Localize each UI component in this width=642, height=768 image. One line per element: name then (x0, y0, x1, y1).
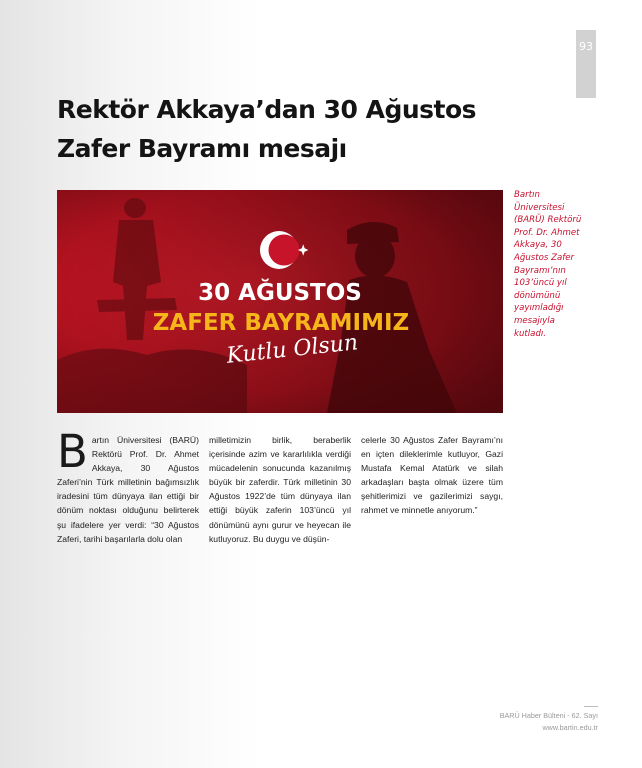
body-text-1: artın Üniversitesi (BARÜ) Rektörü Prof. Dr. Ahmet Akkaya, 30 Ağustos Zaferi’nin Türk milletinin bağımsızlık iradesini tüm dünyaya ilan ettiği bir dönüm noktası olduğunu belirterek şu ifadelere yer verdi: “30 Ağustos Zaferi, tarihi başarılarla dolu olan (57, 435, 199, 544)
body-column-2: milletimizin birlik, beraberlik içerisinde azim ve kararlılıkla verdiği mücadelenin sonucunda kazanılmış büyük bir zaferdir. Türk milletinin 30 Ağustos 1922’de tüm dünyaya ilan ettiği büyük zaferin 103’üncü yıl dönümünü aynı gurur ve heyecan ile kutluyoruz. Bu duygu ve düşün- (209, 435, 351, 544)
footer-website[interactable]: www.bartin.edu.tr (542, 722, 598, 732)
body-column-1 (57, 425, 199, 546)
title-line-1: Rektör Akkaya’dan 30 Ağustos (57, 95, 477, 124)
title-line-2: Zafer Bayramı mesajı (57, 134, 347, 163)
hero-image (57, 190, 503, 413)
image-caption: Bartın Üniversitesi (BARÜ) Rektörü Prof. Dr. Ahmet Akkaya, 30 Ağustos Zafer Bayramı’nın 103’üncü yıl dönümünü yayımladığı mesajıyla kutladı. (514, 190, 582, 339)
hero-line-2: ZAFER BAYRAMIMIZ (152, 310, 410, 336)
page-number: 93 (579, 40, 593, 53)
drop-cap: B (57, 425, 88, 478)
article-title (57, 90, 497, 168)
footer-publication: BARÜ Haber Bülteni - 62. Sayı (499, 711, 598, 720)
hero-line-1: 30 AĞUSTOS (198, 280, 362, 306)
page-footer (500, 710, 598, 733)
body-column-3: celerle 30 Ağustos Zafer Bayramı’nı en içten dileklerimle kutluyor, Gazi Mustafa Kemal Atatürk ve silah arkadaşları başta olmak üzere tüm şehitlerimizi ve gazilerimizi saygı, rahmet ve minnetle anıyorum.” (361, 435, 503, 516)
hero-line-3: Kutlu Olsun (225, 330, 360, 369)
footer-divider (584, 706, 598, 707)
